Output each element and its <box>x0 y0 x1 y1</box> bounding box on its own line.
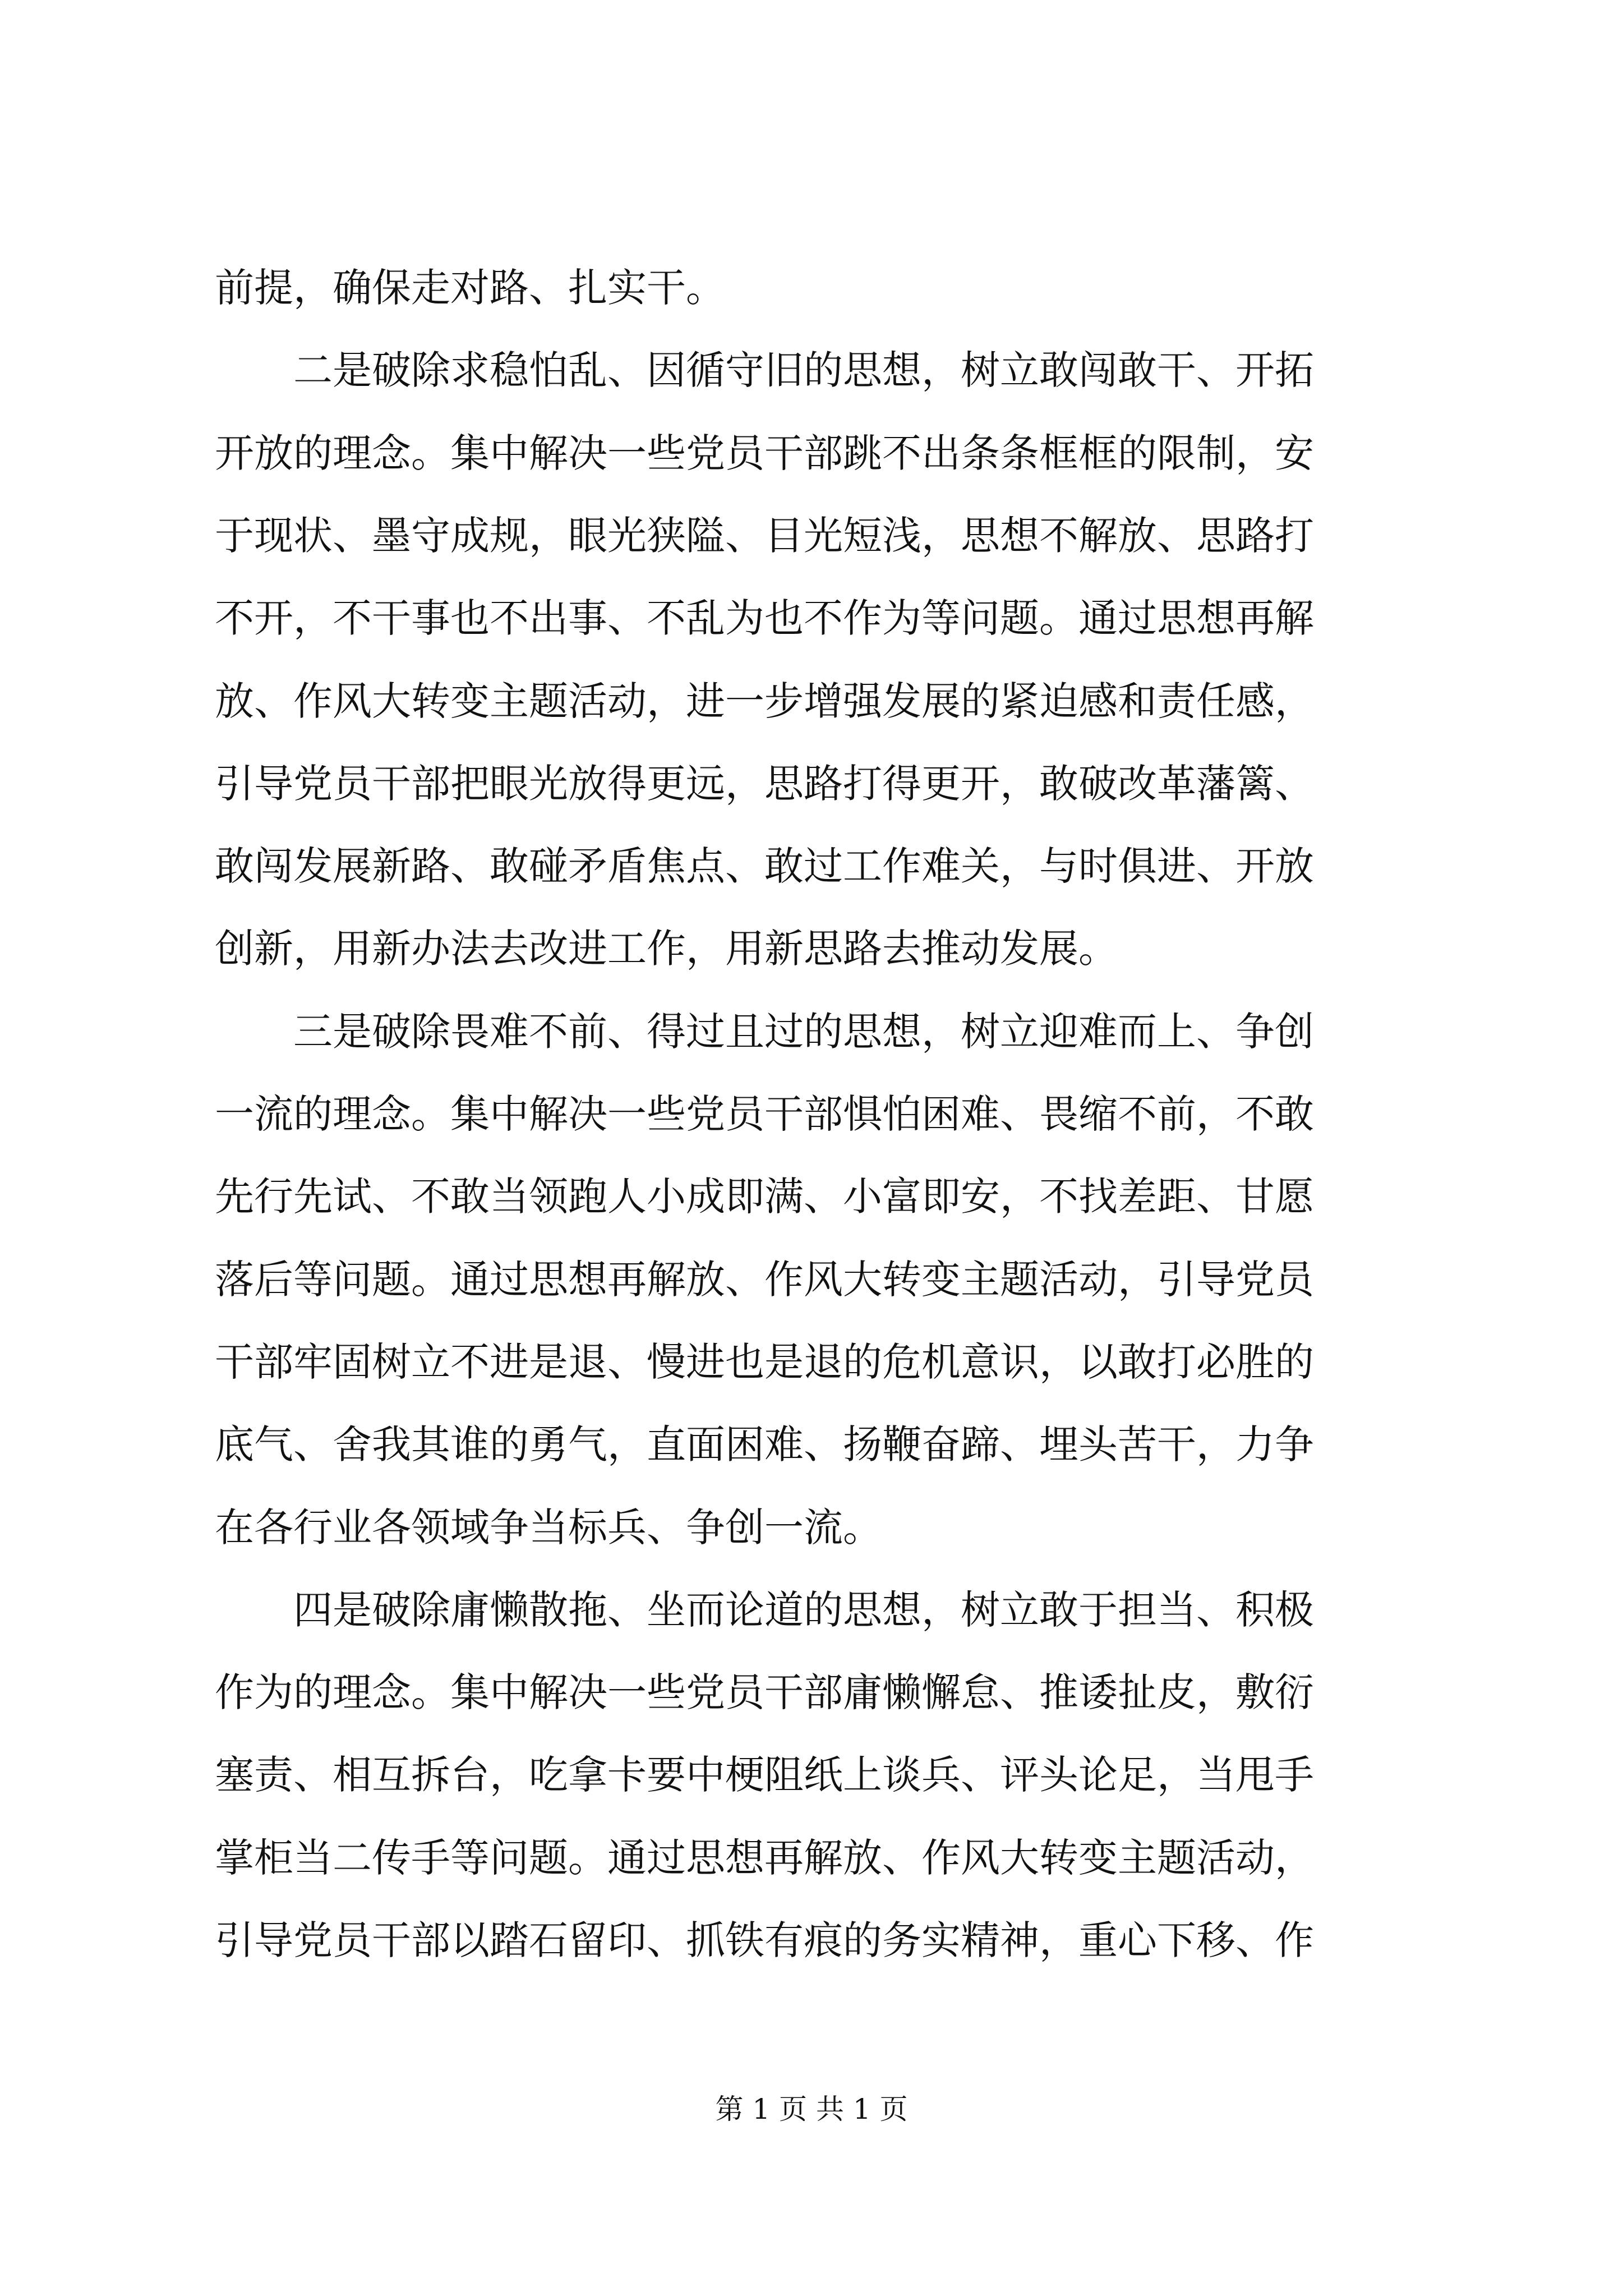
text-line: 塞责、相互拆台，吃拿卡要中梗阻纸上谈兵、评头论足，当甩手 <box>215 1752 1314 1798</box>
text-line: 一流的理念。集中解决一些党员干部惧怕困难、畏缩不前，不敢 <box>215 1091 1314 1137</box>
text-line: 掌柜当二传手等问题。通过思想再解放、作风大转变主题活动， <box>215 1834 1314 1881</box>
text-line: 放、作风大转变主题活动，进一步增强发展的紧迫感和责任感， <box>215 678 1314 724</box>
text-line: 作为的理念。集中解决一些党员干部庸懒懈怠、推诿扯皮，敷衍 <box>215 1669 1314 1716</box>
text-line: 引导党员干部以踏石留印、抓铁有痕的务实精神，重心下移、作 <box>215 1917 1314 1963</box>
text-line: 四是破除庸懒散拖、坐而论道的思想，树立敢于担当、积极 <box>293 1586 1314 1633</box>
text-line: 创新，用新办法去改进工作，用新思路去推动发展。 <box>215 926 1118 972</box>
text-line: 干部牢固树立不进是退、慢进也是退的危机意识，以敢打必胜的 <box>215 1338 1314 1385</box>
text-line: 引导党员干部把眼光放得更远，思路打得更开，敢破改革藩篱、 <box>215 760 1314 807</box>
text-line: 二是破除求稳怕乱、因循守旧的思想，树立敢闯敢干、开拓 <box>293 347 1314 394</box>
text-line: 先行先试、不敢当领跑人小成即满、小富即安，不找差距、甘愿 <box>215 1174 1314 1220</box>
text-line: 敢闯发展新路、敢碰矛盾焦点、敢过工作难关，与时俱进、开放 <box>215 843 1314 890</box>
text-line: 底气、舍我其谁的勇气，直面困难、扬鞭奋蹄、埋头苦干，力争 <box>215 1421 1314 1468</box>
text-line: 在各行业各领域争当标兵、争创一流。 <box>215 1504 882 1550</box>
text-line: 前提，确保走对路、扎实干。 <box>215 265 725 311</box>
text-line: 落后等问题。通过思想再解放、作风大转变主题活动，引导党员 <box>215 1256 1314 1303</box>
text-line: 不开，不干事也不出事、不乱为也不作为等问题。通过思想再解 <box>215 595 1314 642</box>
text-line: 于现状、墨守成规，眼光狭隘、目光短浅，思想不解放、思路打 <box>215 512 1314 559</box>
text-line: 三是破除畏难不前、得过且过的思想，树立迎难而上、争创 <box>293 1008 1314 1055</box>
text-line: 开放的理念。集中解决一些党员干部跳不出条条框框的限制，安 <box>215 430 1314 476</box>
page-number-footer: 第 1 页 共 1 页 <box>715 2093 908 2125</box>
